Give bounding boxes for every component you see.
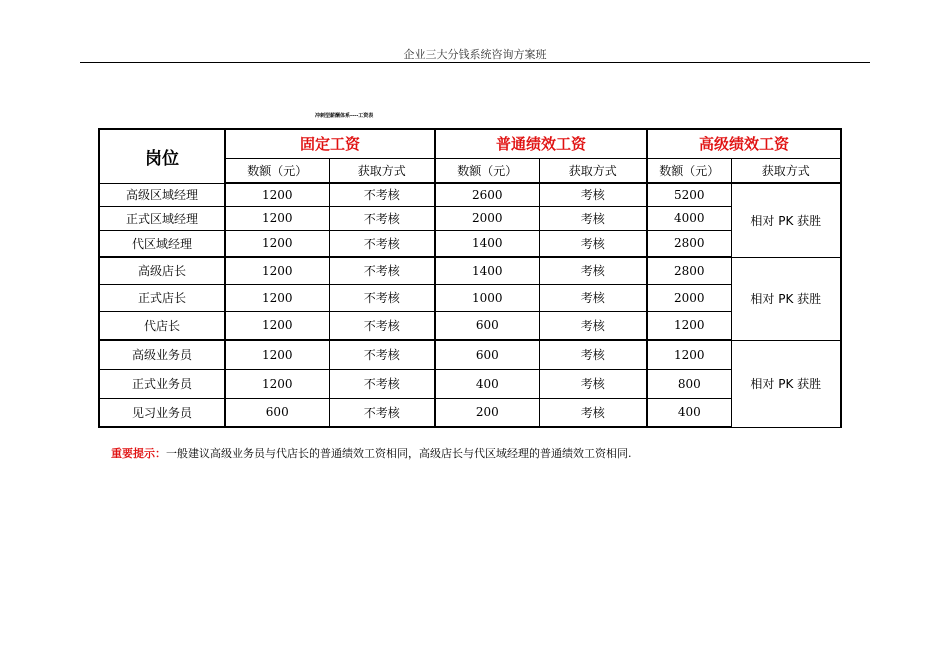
normal-method: 考核 [539,206,647,230]
table-row [99,183,841,206]
fixed-amount: 1200 [225,284,329,311]
normal-amount: 600 [435,340,539,369]
subheader-method: 获取方式 [539,158,647,183]
senior-amount: 5200 [647,183,731,206]
fixed-amount: 600 [225,398,329,427]
senior-method: 相对 PK 获胜 [731,257,841,340]
normal-amount: 1000 [435,284,539,311]
subheader-method: 获取方式 [329,158,435,183]
post-name: 正式区域经理 [99,206,225,230]
normal-amount: 1400 [435,257,539,284]
fixed-method: 不考核 [329,311,435,340]
fixed-amount: 1200 [225,183,329,206]
fixed-amount: 1200 [225,340,329,369]
fixed-amount: 1200 [225,230,329,257]
post-header: 岗位 [99,129,225,183]
page-header: 企业三大分钱系统咨询方案班 [403,48,547,61]
table-row [99,257,841,284]
senior-amount: 2800 [647,230,731,257]
fixed-method: 不考核 [329,340,435,369]
post-name: 代区域经理 [99,230,225,257]
senior-amount: 1200 [647,340,731,369]
fixed-method: 不考核 [329,183,435,206]
table-row [99,230,841,257]
salary-table [98,128,842,428]
fixed-amount: 1200 [225,206,329,230]
fixed-amount: 1200 [225,369,329,398]
senior-amount: 2800 [647,257,731,284]
table-caption: 冲刺型薪酬体系----工资表 [315,113,374,119]
normal-method: 考核 [539,257,647,284]
post-name: 见习业务员 [99,398,225,427]
normal-amount: 2000 [435,206,539,230]
post-name: 代店长 [99,311,225,340]
subheader-amount: 数额（元） [225,158,329,183]
normal-method: 考核 [539,311,647,340]
subheader-method: 获取方式 [731,158,841,183]
post-name: 正式店长 [99,284,225,311]
normal-method: 考核 [539,340,647,369]
senior-amount: 2000 [647,284,731,311]
table-row [99,206,841,230]
table-row [99,369,841,398]
fixed-method: 不考核 [329,206,435,230]
normal-amount: 200 [435,398,539,427]
header-rule [80,62,870,63]
post-name: 正式业务员 [99,369,225,398]
fixed-method: 不考核 [329,257,435,284]
normal-method: 考核 [539,230,647,257]
senior-amount: 4000 [647,206,731,230]
senior-amount: 800 [647,369,731,398]
fixed-method: 不考核 [329,230,435,257]
fixed-method: 不考核 [329,369,435,398]
normal-method: 考核 [539,284,647,311]
fixed-amount: 1200 [225,311,329,340]
normal-amount: 600 [435,311,539,340]
normal-method: 考核 [539,183,647,206]
subheader-amount: 数额（元） [435,158,539,183]
normal-method: 考核 [539,398,647,427]
post-name: 高级区域经理 [99,183,225,206]
normal-amount: 1400 [435,230,539,257]
group-header-normal: 普通绩效工资 [435,129,647,158]
fixed-method: 不考核 [329,398,435,427]
senior-amount: 1200 [647,311,731,340]
table-row [99,284,841,311]
senior-method: 相对 PK 获胜 [731,340,841,427]
senior-amount: 400 [647,398,731,427]
group-header-senior: 高级绩效工资 [647,129,841,158]
note-text: 一般建议高级业务员与代店长的普通绩效工资相同，高级店长与代区域经理的普通绩效工资相同. [166,447,632,460]
fixed-amount: 1200 [225,257,329,284]
table-row [99,340,841,369]
note-label: 重要提示： [111,447,166,460]
normal-amount: 2600 [435,183,539,206]
normal-method: 考核 [539,369,647,398]
table-row [99,398,841,427]
subheader-amount: 数额（元） [647,158,731,183]
table-row [99,311,841,340]
group-header-fixed: 固定工资 [225,129,435,158]
senior-method: 相对 PK 获胜 [731,183,841,257]
post-name: 高级业务员 [99,340,225,369]
post-name: 高级店长 [99,257,225,284]
normal-amount: 400 [435,369,539,398]
fixed-method: 不考核 [329,284,435,311]
important-note [111,445,632,461]
